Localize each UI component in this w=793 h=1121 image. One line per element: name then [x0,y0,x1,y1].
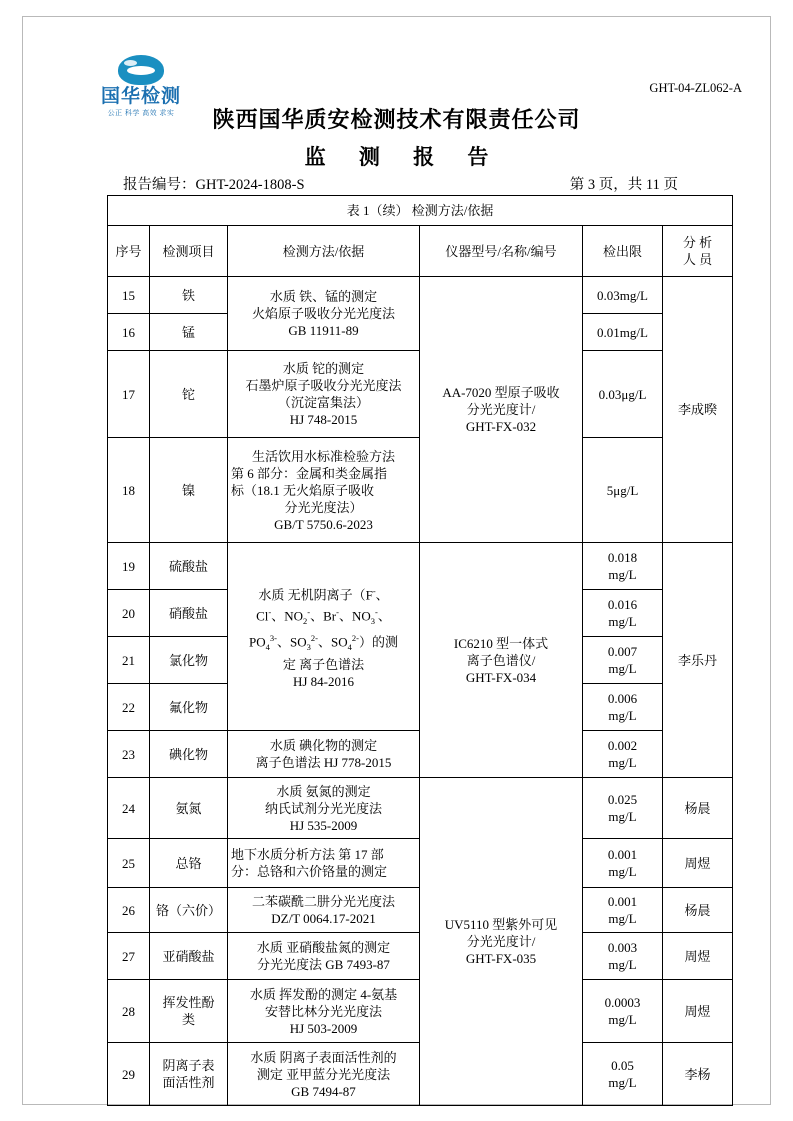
method-line-1: 水质 无机阴离子（F-、 [258,586,389,603]
method-line-4: 分光光度法） [284,499,363,515]
item-line-1: 挥发性酚 [162,995,215,1010]
logo-subtitle: 公正 科学 高效 求实 [107,109,175,117]
cell-item: 硫酸盐 [150,543,228,590]
limit-value: 0.0003 [604,995,641,1010]
method-line-4: 定 离子色谱法 [282,656,365,672]
cell-analyst: 周煜 [663,933,733,980]
cell-item: 锰 [150,314,228,351]
table-row [108,778,733,839]
method-line-3: HJ 503-2009 [289,1020,358,1036]
cell-no: 22 [108,684,150,731]
cell-limit [583,778,663,839]
cell-no: 27 [108,933,150,980]
table-header-row [108,226,733,277]
report-number: 报告编号：GHT-2024-1808-S [123,177,305,193]
limit-value: 0.001 [607,894,638,909]
cell-method [228,438,420,543]
limit-value: 0.018 [607,550,638,565]
cell-instrument [420,543,583,778]
method-line-2: 测定 亚甲蓝分光光度法 [256,1066,391,1082]
cell-item: 铊 [150,351,228,438]
cell-item [150,1043,228,1106]
instrument-line-3: GHT-FX-035 [465,951,537,966]
col-header-item: 检测项目 [150,226,228,277]
limit-unit: mg/L [608,864,637,879]
method-line-1: 生活饮用水标准检验方法 [251,448,395,464]
limit-unit: mg/L [608,708,637,723]
method-line-1: 水质 铁、锰的测定 [269,289,378,304]
limit-unit: mg/L [608,957,637,972]
page-sheet [22,16,771,1105]
cell-item: 氯化物 [150,637,228,684]
limit-value: 0.001 [607,847,638,862]
method-line-3: GB 11911-89 [288,323,359,338]
cell-item: 总铬 [150,839,228,888]
method-line-1: 水质 碘化物的测定 [269,738,378,753]
instrument-line-2: 离子色谱仪/ [466,652,536,668]
cell-analyst: 李乐丹 [663,543,733,778]
cell-analyst: 杨晨 [663,888,733,933]
table-row [108,543,733,590]
cell-method [228,839,420,888]
limit-unit: mg/L [608,911,637,926]
cell-item: 氨氮 [150,778,228,839]
cell-method [228,351,420,438]
method-line-4: HJ 748-2015 [289,412,358,427]
cell-limit [583,980,663,1043]
cell-limit [583,1043,663,1106]
cell-limit: 5μg/L [583,438,663,543]
cell-item: 铬（六价） [150,888,228,933]
cell-no: 23 [108,731,150,778]
cell-limit [583,731,663,778]
limit-unit: mg/L [608,1012,637,1027]
wave-logo-icon [118,55,164,85]
method-line-2: 分：总铬和六价铬量的测定 [231,864,388,879]
item-line-2: 面活性剂 [162,1075,215,1090]
cell-limit: 0.01mg/L [583,314,663,351]
method-line-2: 第 6 部分：金属和类金属指 [231,465,388,481]
cell-method [228,1043,420,1106]
col-header-instrument: 仪器型号/名称/编号 [420,226,583,277]
method-line-1: 水质 铊的测定 [282,361,365,376]
cell-analyst: 李成暌 [663,277,733,543]
limit-value: 0.006 [607,691,638,706]
company-name: 陕西国华质安检测技术有限责任公司 [212,107,581,132]
cell-item: 铁 [150,277,228,314]
method-line-5: HJ 84-2016 [292,673,355,689]
limit-unit: mg/L [608,809,637,824]
cell-analyst: 李杨 [663,1043,733,1106]
cell-item [150,980,228,1043]
limit-unit: mg/L [608,567,637,582]
limit-value: 0.003 [607,940,638,955]
cell-analyst: 周煜 [663,980,733,1043]
method-line-2: 石墨炉原子吸收分光光度法 [245,378,402,393]
method-line-2: 火焰原子吸收分光光度法 [251,306,395,321]
cell-item: 镍 [150,438,228,543]
method-line-3: GB 7494-87 [291,1083,356,1099]
instrument-line-1: UV5110 型紫外可见 [444,917,558,932]
cell-analyst: 周煜 [663,839,733,888]
cell-item: 氟化物 [150,684,228,731]
methods-table [107,195,733,1106]
method-line-2: 分光光度法 GB 7493-87 [257,957,390,972]
method-line-3: 标（18.1 无火焰原子吸收 [231,482,375,498]
limit-unit: mg/L [608,755,637,770]
instrument-line-2: 分光光度计/ [466,402,536,417]
cell-no: 26 [108,888,150,933]
method-line-1: 水质 氨氮的测定 [276,783,371,799]
cell-method [228,778,420,839]
cell-item: 硝酸盐 [150,590,228,637]
col-header-no: 序号 [108,226,150,277]
col-header-analyst-line2: 人 员 [682,252,713,267]
method-line-2: 纳氏试剂分光光度法 [264,800,382,816]
col-header-method: 检测方法/依据 [228,226,420,277]
method-line-1: 水质 挥发酚的测定 4-氨基 [249,986,398,1002]
limit-value: 0.002 [607,738,638,753]
cell-limit: 0.03μg/L [583,351,663,438]
cell-no: 21 [108,637,150,684]
cell-item: 碘化物 [150,731,228,778]
limit-value: 0.025 [607,792,638,807]
instrument-line-3: GHT-FX-032 [465,419,537,434]
method-line-1: 二苯碳酰二肼分光光度法 [251,894,395,909]
limit-unit: mg/L [608,661,637,676]
cell-limit [583,637,663,684]
cell-limit [583,839,663,888]
cell-method [228,277,420,351]
cell-instrument [420,277,583,543]
cell-no: 25 [108,839,150,888]
cell-method [228,980,420,1043]
method-line-2: 离子色谱法 HJ 778-2015 [255,755,392,770]
page-number: 第 3 页，共 11 页 [569,177,678,193]
cell-limit: 0.03mg/L [583,277,663,314]
method-line-5: GB/T 5750.6-2023 [274,516,373,532]
instrument-line-2: 分光光度计/ [466,934,536,949]
limit-value: 0.007 [607,644,638,659]
cell-item: 亚硝酸盐 [150,933,228,980]
cell-limit [583,543,663,590]
table-caption: 表 1（续） 检测方法/依据 [108,196,733,226]
table-row [108,277,733,314]
logo-name: 国华检测 [100,86,181,107]
cell-no: 17 [108,351,150,438]
cell-no: 15 [108,277,150,314]
cell-instrument [420,778,583,1106]
col-header-analyst-line1: 分 析 [682,235,713,250]
method-line-1: 水质 阴离子表面活性剂的 [250,1049,397,1065]
method-line-1: 水质 亚硝酸盐氮的测定 [256,940,391,955]
col-header-limit: 检出限 [583,226,663,277]
instrument-line-1: IC6210 型一体式 [453,635,549,651]
limit-unit: mg/L [608,614,637,629]
item-line-2: 类 [181,1012,195,1027]
cell-limit [583,684,663,731]
col-header-analyst [663,226,733,277]
cell-no: 19 [108,543,150,590]
cell-analyst: 杨晨 [663,778,733,839]
table-caption-row [108,196,733,226]
cell-no: 24 [108,778,150,839]
cell-limit [583,888,663,933]
cell-no: 20 [108,590,150,637]
method-line-2: DZ/T 0064.17-2021 [271,911,376,926]
method-line-1: 地下水质分析方法 第 17 部 [231,847,384,862]
cell-no: 28 [108,980,150,1043]
document-code: GHT-04-ZL062-A [649,81,742,95]
method-line-3: HJ 535-2009 [289,817,358,833]
method-line-3: （沉淀富集法） [277,395,369,410]
cell-method [228,933,420,980]
method-line-2: Cl-、$NO_2^-$、Br-、$NO_3^-$、 [256,606,391,626]
cell-limit [583,933,663,980]
cell-no: 16 [108,314,150,351]
item-line-1: 阴离子表 [162,1058,215,1073]
cell-no: 29 [108,1043,150,1106]
cell-method [228,543,420,731]
limit-value: 0.016 [607,597,638,612]
cell-method [228,888,420,933]
instrument-line-1: AA-7020 型原子吸收 [442,385,560,400]
limit-unit: mg/L [608,1075,637,1090]
method-line-3: $PO_4^{3-}$、$SO_3^{2-}$、$SO_4^{2-}$）的测 [249,632,398,652]
instrument-line-3: GHT-FX-034 [465,669,537,685]
cell-no: 18 [108,438,150,543]
page-title: 监 测 报 告 [304,145,503,169]
limit-value: 0.05 [611,1058,634,1073]
cell-method [228,731,420,778]
method-line-2: 安替比林分光光度法 [264,1003,382,1019]
cell-limit [583,590,663,637]
